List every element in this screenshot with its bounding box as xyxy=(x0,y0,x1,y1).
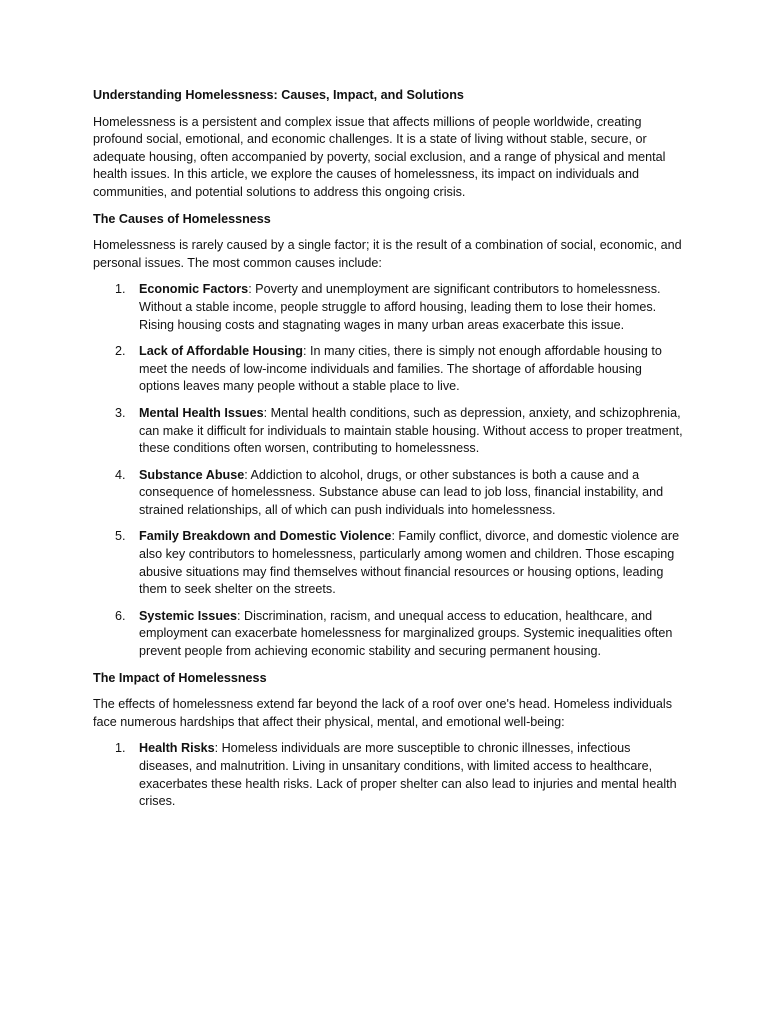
item-number: 3. xyxy=(115,405,126,420)
item-number: 1. xyxy=(115,741,126,756)
list-item xyxy=(93,740,683,810)
list-item xyxy=(93,281,683,334)
item-term: Systemic Issues xyxy=(139,608,238,623)
item-number: 1. xyxy=(115,282,126,297)
intro-paragraph: Homelessness is a persistent and complex issue that affects millions of people worldwide, creating profound social, emotional, and economic challenges. It is a state of living without stable, secure, or adequate housing, often accompanied by poverty, social exclusion, and a range of physical and mental health issues. In this article, we explore the causes of homelessness, its impact on individuals and communities, and potential solutions to address this ongoing crisis. xyxy=(93,114,666,199)
item-number: 2. xyxy=(115,344,126,359)
impact-heading: The Impact of Homelessness xyxy=(93,670,267,685)
item-term: Lack of Affordable Housing xyxy=(139,344,303,359)
causes-list xyxy=(93,281,683,660)
list-item xyxy=(93,467,683,520)
item-term: Health Risks xyxy=(139,741,215,756)
item-term: Mental Health Issues xyxy=(139,405,264,420)
item-term: Family Breakdown and Domestic Violence xyxy=(139,529,392,544)
item-text: : Discrimination, racism, and unequal access to education, healthcare, and employment can exacerbate homelessness for marginalized groups. Systemic inequalities often prevent people from achieving economic stability and securing permanent housing. xyxy=(139,608,673,659)
impact-list xyxy=(93,740,683,810)
item-text: : Poverty and unemployment are significant contributors to homelessness. Without a stable income, people struggle to afford housing, leading them to lose their homes. Rising housing costs and stagnating wages in many urban areas exacerbate this issue. xyxy=(139,282,661,332)
item-text: : In many cities, there is simply not enough affordable housing to meet the needs of low-income individuals and families. The shortage of affordable housing options leaves many people without a stable place to live. xyxy=(139,344,662,394)
list-item xyxy=(93,528,683,598)
causes-heading: The Causes of Homelessness xyxy=(93,211,271,226)
item-number: 6. xyxy=(115,608,126,623)
list-item xyxy=(93,608,683,661)
document-page xyxy=(93,87,683,820)
causes-intro: Homelessness is rarely caused by a single factor; it is the result of a combination of social, economic, and personal issues. The most common causes include: xyxy=(93,238,682,270)
list-item xyxy=(93,405,683,458)
item-term: Substance Abuse xyxy=(139,467,245,482)
impact-intro: The effects of homelessness extend far beyond the lack of a roof over one's head. Homeless individuals face numerous hardships that affect their physical, mental, and emotional well-being: xyxy=(93,697,673,729)
list-item xyxy=(93,343,683,396)
item-text: : Mental health conditions, such as depression, anxiety, and schizophrenia, can make it difficult for individuals to maintain stable housing. Without access to proper treatment, these conditions often worsen, contributing to homelessness. xyxy=(139,405,683,456)
item-text: : Family conflict, divorce, and domestic violence are also key contributors to homelessness, particularly among women and children. Those escaping abusive situations may find themselves without financial resources or housing options, leading them to seek shelter on the streets. xyxy=(139,529,680,597)
item-text: : Addiction to alcohol, drugs, or other substances is both a cause and a consequence of homelessness. Substance abuse can lead to job loss, financial instability, and strained relationships, all of which can push individuals into homelessness. xyxy=(139,467,664,517)
item-number: 5. xyxy=(115,529,126,544)
document-title: Understanding Homelessness: Causes, Impact, and Solutions xyxy=(93,88,464,102)
item-term: Economic Factors xyxy=(139,282,249,297)
item-text: : Homeless individuals are more susceptible to chronic illnesses, infectious diseases, and malnutrition. Living in unsanitary conditions, with limited access to healthcare, exacerbates these health risks. Lack of proper shelter can also lead to injuries and mental health crises. xyxy=(139,741,677,809)
item-number: 4. xyxy=(115,467,126,482)
